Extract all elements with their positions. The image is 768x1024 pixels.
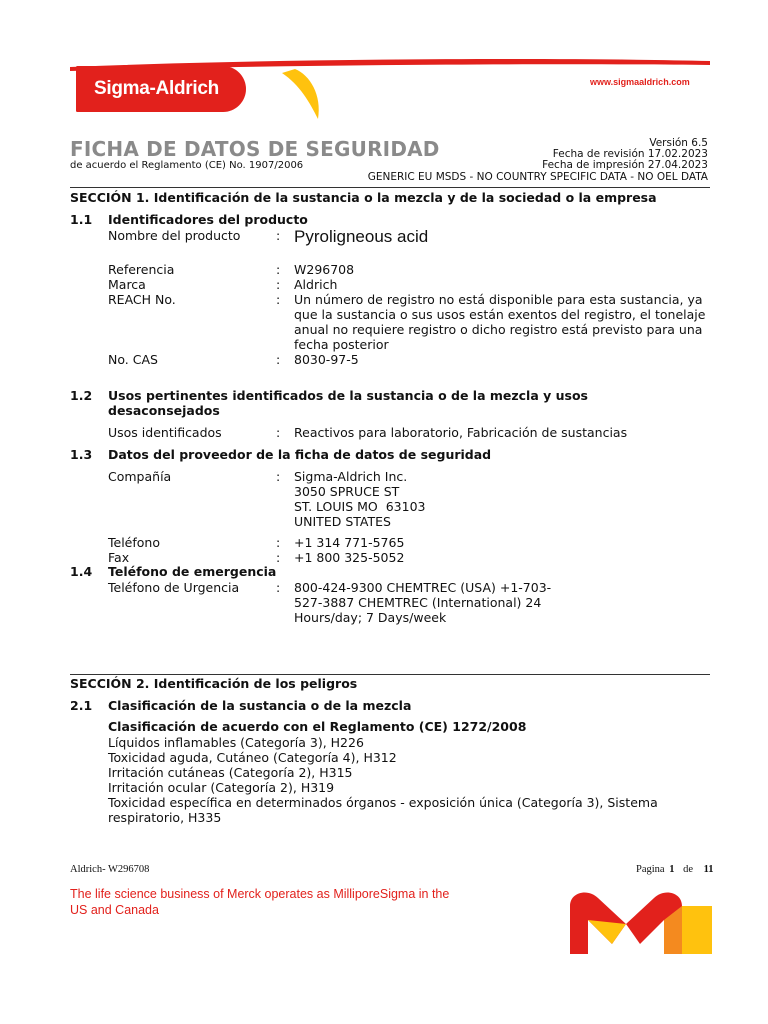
page-word: Pagina [636, 864, 665, 875]
classification-title: Clasificación de acuerdo con el Reglamento (CE) 1272/2008 [108, 719, 527, 734]
reach-value: Un número de registro no está disponible para esta sustancia, ya que la sustancia o sus usos están exentos del registro, el tonelaje anual no requiere registro o dicho registro está previsto para una fecha posterior [294, 292, 706, 352]
doc-generic-note: GENERIC EU MSDS - NO COUNTRY SPECIFIC DATA - NO OEL DATA [367, 171, 708, 183]
company-line-4: UNITED STATES [294, 514, 391, 529]
s13-title: Datos del proveedor de la ficha de datos de seguridad [108, 447, 492, 462]
doc-version: Versión 6.5 [649, 137, 708, 149]
hazard-item: Toxicidad específica en determinados órganos - exposición única (Categoría 3), Sistema respiratorio, H335 [108, 795, 658, 825]
product-name: Pyroligneous acid [294, 227, 429, 246]
ref-value: W296708 [294, 262, 355, 277]
doc-title: FICHA DE DATOS DE SEGURIDAD [70, 137, 440, 161]
colon: : [276, 535, 281, 550]
product-label: Nombre del producto [108, 228, 241, 243]
footer-product-ref: Aldrich- W296708 [70, 864, 150, 875]
s11-title: Identificadores del producto [108, 212, 308, 227]
s12-number: 1.2 [70, 388, 93, 403]
colon: : [276, 292, 281, 307]
colon: : [276, 425, 281, 440]
s13-number: 1.3 [70, 447, 93, 462]
colon: : [276, 580, 281, 595]
merck-m-logo [566, 884, 716, 956]
website-link[interactable]: www.sigmaaldrich.com [590, 77, 690, 87]
reach-label: REACH No. [108, 292, 176, 307]
company-label: Compañía [108, 469, 172, 484]
s21-number: 2.1 [70, 698, 93, 713]
colon: : [276, 352, 281, 367]
footer-page-indicator [636, 864, 714, 875]
brand-logo [76, 66, 246, 112]
divider [70, 187, 710, 188]
ref-label: Referencia [108, 262, 175, 277]
section2-title: SECCIÓN 2. Identificación de los peligros [70, 676, 358, 691]
cas-label: No. CAS [108, 352, 158, 367]
fax-label: Fax [108, 550, 130, 565]
cas-value: 8030-97-5 [294, 352, 359, 367]
fax-value: +1 800 325-5052 [294, 550, 405, 565]
colon: : [276, 550, 281, 565]
hazard-item: Toxicidad aguda, Cutáneo (Categoría 4), H312 [108, 750, 397, 765]
page-number: 1 [669, 864, 675, 875]
s14-number: 1.4 [70, 564, 93, 579]
merck-statement: The life science business of Merck operates as MilliporeSigma in the US and Canada [70, 887, 450, 917]
company-line-1: Sigma-Aldrich Inc. [294, 469, 408, 484]
hazard-item: Irritación ocular (Categoría 2), H319 [108, 780, 335, 795]
colon: : [276, 262, 281, 277]
s14-title: Teléfono de emergencia [108, 564, 277, 579]
emergency-value: 800-424-9300 CHEMTREC (USA) +1-703-527-3887 CHEMTREC (International) 24 Hours/day; 7 Days/week [294, 580, 552, 625]
doc-revision: Fecha de revisión 17.02.2023 [552, 148, 708, 160]
phone-value: +1 314 771-5765 [294, 535, 405, 550]
uses-label: Usos identificados [108, 425, 222, 440]
uses-value: Reactivos para laboratorio, Fabricación de sustancias [294, 425, 628, 440]
section1-title: SECCIÓN 1. Identificación de la sustancia o la mezcla y de la sociedad o la empresa [70, 190, 657, 205]
doc-print-date: Fecha de impresión 27.04.2023 [542, 159, 708, 171]
colon: : [276, 277, 281, 292]
company-line-3: ST. LOUIS MO 63103 [294, 499, 426, 514]
colon: : [276, 228, 281, 243]
brand-logo-text: Sigma-Aldrich [94, 78, 219, 99]
brand-value: Aldrich [294, 277, 338, 292]
s21-title: Clasificación de la sustancia o de la mezcla [108, 698, 412, 713]
s12-title: Usos pertinentes identificados de la sustancia o de la mezcla y usos desaconsejados [108, 388, 588, 418]
brand-label: Marca [108, 277, 146, 292]
of-word: de [683, 864, 693, 875]
colon: : [276, 469, 281, 484]
phone-label: Teléfono [108, 535, 160, 550]
divider [70, 674, 710, 675]
hazard-item: Irritación cutáneas (Categoría 2), H315 [108, 765, 353, 780]
hazard-item: Líquidos inflamables (Categoría 3), H226 [108, 735, 364, 750]
page-total: 11 [703, 864, 714, 875]
doc-subtitle: de acuerdo el Reglamento (CE) No. 1907/2006 [70, 160, 304, 171]
company-line-2: 3050 SPRUCE ST [294, 484, 400, 499]
s11-number: 1.1 [70, 212, 93, 227]
emergency-label: Teléfono de Urgencia [108, 580, 240, 595]
